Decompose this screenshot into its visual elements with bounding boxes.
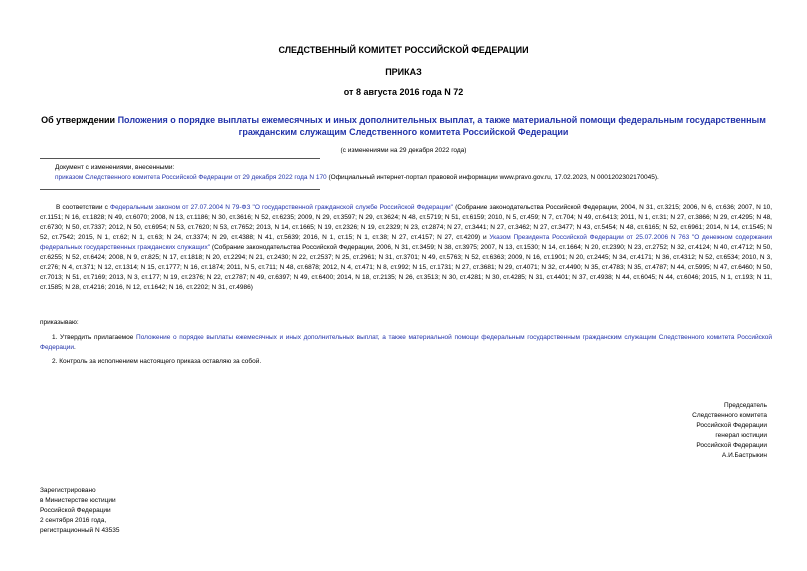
- order-item-1: [40, 333, 772, 353]
- amendments-heading: Документ с изменениями, внесенными:: [55, 164, 175, 171]
- organization-name: СЛЕДСТВЕННЫЙ КОМИТЕТ РОССИЙСКОЙ ФЕДЕРАЦИИ: [278, 45, 529, 55]
- divider-top: [40, 158, 320, 159]
- signature-line: Российской Федерации: [696, 422, 767, 429]
- changes-note: (с изменениями на 29 декабря 2022 года): [340, 147, 467, 154]
- federal-law-sources: (Собрание законодательства Российской Федерации, 2004, N 31, ст.3215; 2006, N 6, ст.636; 2007, N 10, ст.1151; N 16, ст.1828; N 49, ст.6070; 2008, N 13, ст.1186; N 30, ст.3616; N 52, ст.6235; 2009, N 29, ст.3597; N 29, ст.3624; N 48, ст.5719; N 51, ст.6159; 2010, N 5, ст.459; N 7, ст.704; N 49, ст.6413; 2011, N 1, ст.31; N 27, ст.3866; N 29, ст.4295; N 48, ст.6730; N 50, ст.7337; 2012, N 50, ст.6954; N 53, ст.7620; N 53, ст.7652; 2013, N 14, ст.1665; N 19, ст.2326; N 19, ст.2329; N 23, ст.2874; N 27, ст.3441; N 27, ст.3462; N 27, ст.3477; N 43, ст.5454; N 48, ст.6165; N 52, ст.6961; 2014, N 14, ст.1545; N 52, ст.7542; 2015, N 1, ст.62; N 1, ст.63; N 24, ст.3374; N 29, ст.4388; N 41, ст.5639; 2016, N 1, ст.15; N 1, ст.38; N 27, ст.4157; N 27, ст.4209) и: [40, 204, 773, 241]
- title-prefix: Об утверждении: [41, 115, 118, 125]
- order-item-2: 2. Контроль за исполнением настоящего приказа оставляю за собой.: [52, 358, 262, 365]
- registration-line: Зарегистрировано: [40, 487, 96, 494]
- regulation-link[interactable]: Положение о порядке выплаты ежемесячных и иных дополнительных выплат, а также материальной помощи федеральным государственным гражданским служащим Следственного комитета Российской Федерации: [40, 334, 772, 351]
- preamble-paragraph: [40, 203, 772, 293]
- divider-bottom: [40, 189, 320, 190]
- registration-number: регистрационный N 43535: [40, 527, 120, 534]
- amendment-publication: (Официальный интернет-портал правовой информации www.pravo.gov.ru, 17.02.2023, N 0001202302170045).: [326, 174, 659, 181]
- registration-date: 2 сентября 2016 года,: [40, 517, 107, 524]
- presidential-decree-link[interactable]: Указом Президента Российской Федерации от 25.07.2006 N 763 "О денежном содержании федеральных государственных гражданских служащих": [40, 234, 772, 251]
- signature-block: [692, 401, 767, 461]
- signature-line: Российской Федерации: [696, 442, 767, 449]
- document-type: ПРИКАЗ: [385, 67, 422, 77]
- signature-line: Следственного комитета: [692, 412, 767, 419]
- preamble-intro: В соответствии с: [56, 204, 111, 211]
- item1-suffix: .: [74, 344, 76, 351]
- orders-label: приказываю:: [40, 319, 79, 326]
- registration-block: [40, 486, 120, 536]
- signature-line: Председатель: [723, 402, 767, 409]
- registration-line: Российской Федерации: [40, 507, 111, 514]
- amendment-order-link[interactable]: приказом Следственного комитета Российской Федерации от 29 декабря 2022 года N 170: [55, 174, 327, 181]
- signatory-name: А.И.Бастрыкин: [721, 452, 767, 459]
- registration-line: в Министерстве юстиции: [40, 497, 116, 504]
- item1-prefix: 1. Утвердить прилагаемое: [52, 334, 137, 341]
- signature-line: генерал юстиции: [715, 432, 767, 439]
- amendments-block: [55, 163, 775, 183]
- document-title: [40, 114, 767, 138]
- title-regulation-link[interactable]: Положения о порядке выплаты ежемесячных и иных дополнительных выплат, а также материальной помощи федеральным государственным гражданским служащим Следственного комитета Российской Федерации: [117, 115, 766, 137]
- decree-sources: (Собрание законодательства Российской Федерации, 2006, N 31, ст.3459; N 38, ст.3975; 2007, N 13, ст.1530; N 14, ст.1664; N 20, ст.2390; N 23, ст.2752; N 32, ст.4124; N 40, ст.4712; N 50, ст.6255; N 52, ст.6424; 2008, N 9, ст.825; N 17, ст.1818; N 20, ст.2294; N 21, ст.2430; N 22, ст.2537; N 25, ст.2961; N 31, ст.3701; N 49, ст.5763; N 52, ст.6363; 2009, N 16, ст.1901; N 20, ст.2445; N 34, ст.4171; N 36, ст.4312; N 52, ст.6534; 2010, N 3, ст.276; N 4, ст.371; N 12, ст.1314; N 15, ст.1777; N 16, ст.1874; 2011, N 5, ст.711; N 48, ст.6878; 2012, N 4, ст.471; N 8, ст.992; N 15, ст.1731; N 27, ст.3681; N 29, ст.4071; N 32, ст.4490; N 35, ст.4783; N 35, ст.4787; N 44, ст.5995; N 47, ст.6460; N 50, ст.7013; N 51, ст.7169; 2013, N 3, ст.177; N 19, ст.2376; N 22, ст.2787; N 49, ст.6397; N 49, ст.6400; 2014, N 18, ст.2135; N 26, ст.3513; N 30, ст.4281; N 30, ст.4285; N 31, ст.4401; N 37, ст.4938; N 44, ст.6045; N 44, ст.6046; 2015, N 1, ст.193; N 11, ст.1585; N 28, ст.4216; 2016, N 12, ст.1642; N 16, ст.2202; N 31, ст.4986): [40, 244, 772, 291]
- federal-law-link[interactable]: Федеральным законом от 27.07.2004 N 79-ФЗ "О государственной гражданской службе Российской Федерации": [110, 204, 453, 211]
- amendments-entry: [55, 173, 775, 183]
- document-date-number: от 8 августа 2016 года N 72: [343, 87, 464, 97]
